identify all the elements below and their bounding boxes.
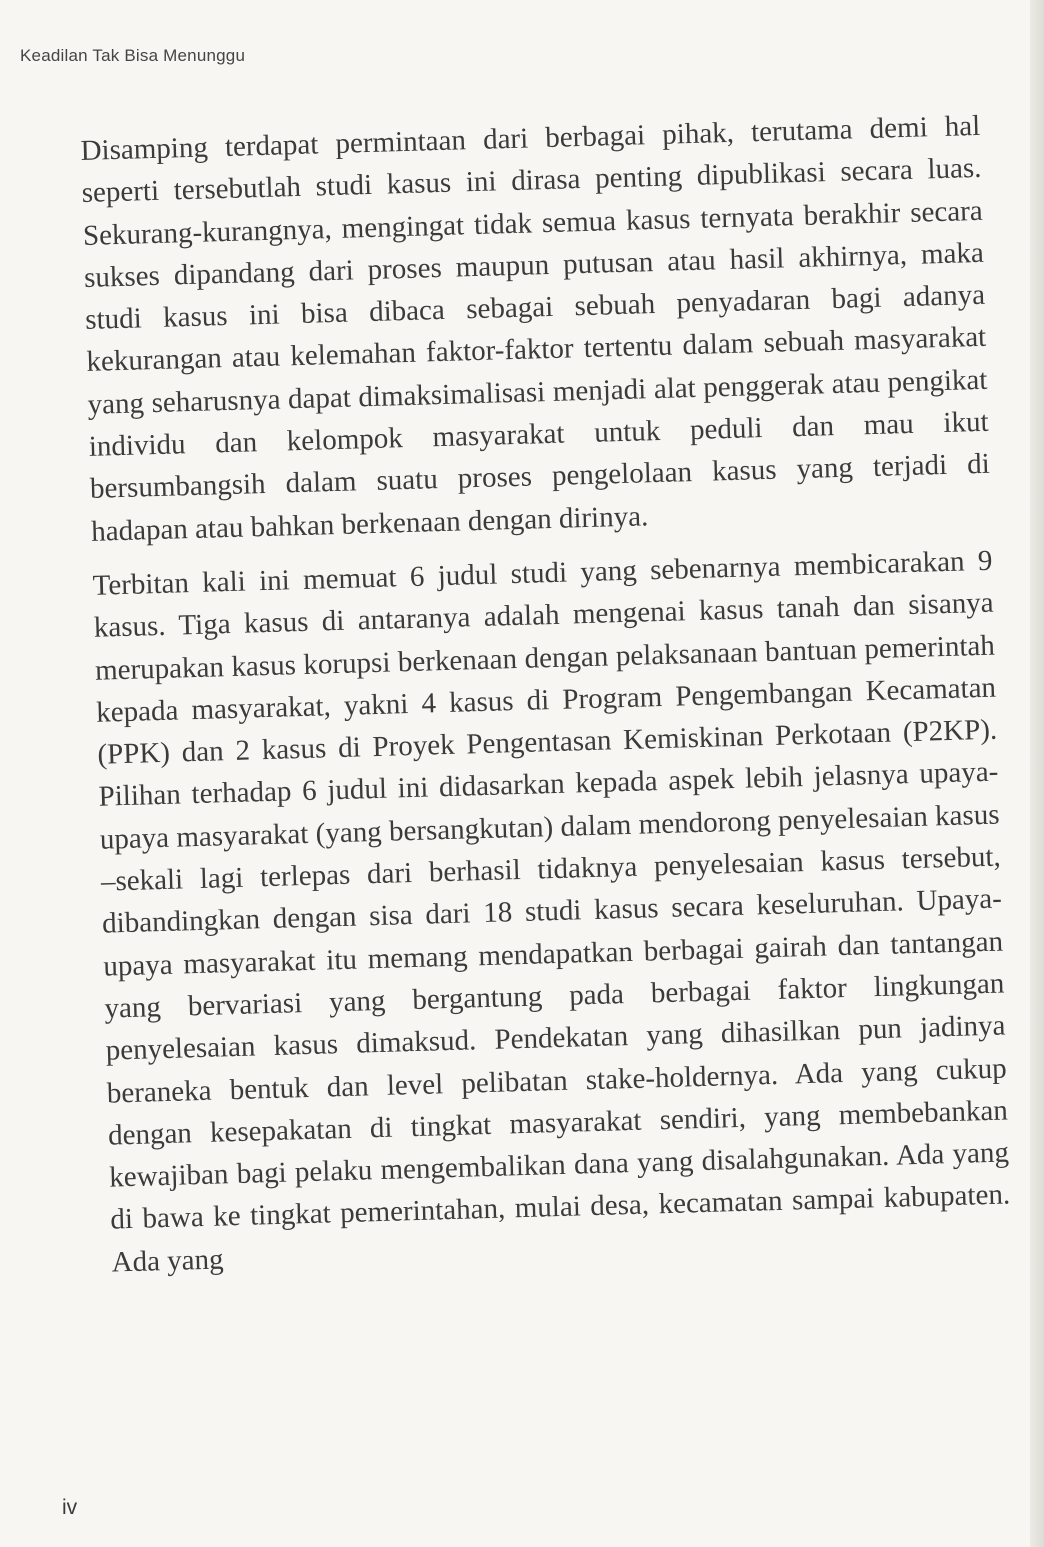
body-text <box>80 105 1012 1284</box>
running-header: Keadilan Tak Bisa Menunggu <box>20 46 246 65</box>
page-edge-shadow <box>1030 0 1044 1547</box>
paragraph-1: Disamping terdapat permintaan dari berbagai pihak, terutama demi hal seperti tersebutlah studi kasus ini dirasa penting dipublikasi secara luas. Sekurang-kurangnya, mengingat tidak semua kasus ternyata berakhir secara sukses dipandang dari proses maupun putusan atau hasil akhirnya, maka studi kasus ini bisa dibaca sebagai sebuah penyadaran bagi adanya kekurangan atau kelemahan faktor-faktor tertentu dalam sebuah masyarakat yang seharusnya dapat dimaksimalisasi menjadi alat penggerak atau pengikat individu dan kelompok masyarakat untuk peduli dan mau ikut bersumbangsih dalam suatu proses pengelolaan kasus yang terjadi di hadapan atau bahkan berkenaan dengan dirinya. <box>80 109 991 548</box>
paragraph-2: Terbitan kali ini memuat 6 judul studi yang sebenarnya membicarakan 9 kasus. Tiga kasus di antaranya adalah mengenai kasus tanah dan sisanya merupakan kasus korupsi berkenaan dengan pelaksanaan bantuan pemerintah kepada masyarakat, yakni 4 kasus di Program Pengembangan Kecamatan (PPK) dan 2 kasus di Proyek Pengentasan Kemiskinan Perkotaan (P2KP). Pilihan terhadap 6 judul ini didasarkan kepada aspek lebih jelasnya upaya-upaya masyarakat (yang bersangkutan) dalam mendorong penyelesaian kasus –sekali lagi terlepas dari berhasil tidaknya penyelesaian kasus tersebut, dibandingkan dengan sisa dari 18 studi kasus secara keseluruhan. Upaya-upaya masyarakat itu memang mendapatkan berbagai gairah dan tantangan yang bervariasi yang bergantung pada berbagai faktor lingkungan penyelesaian kasus dimaksud. Pendekatan yang dihasilkan pun jadinya beraneka bentuk dan level pelibatan stake-holdernya. Ada yang cukup dengan kesepakatan di tingkat masyarakat sendiri, yang membebankan kewajiban bagi pelaku mengembalikan dana yang disalahgunakan. Ada yang di bawa ke tingkat pemerintahan, mulai desa, kecamatan sampai kabupaten. Ada yang <box>92 544 1011 1279</box>
page-number: iv <box>62 1496 78 1519</box>
